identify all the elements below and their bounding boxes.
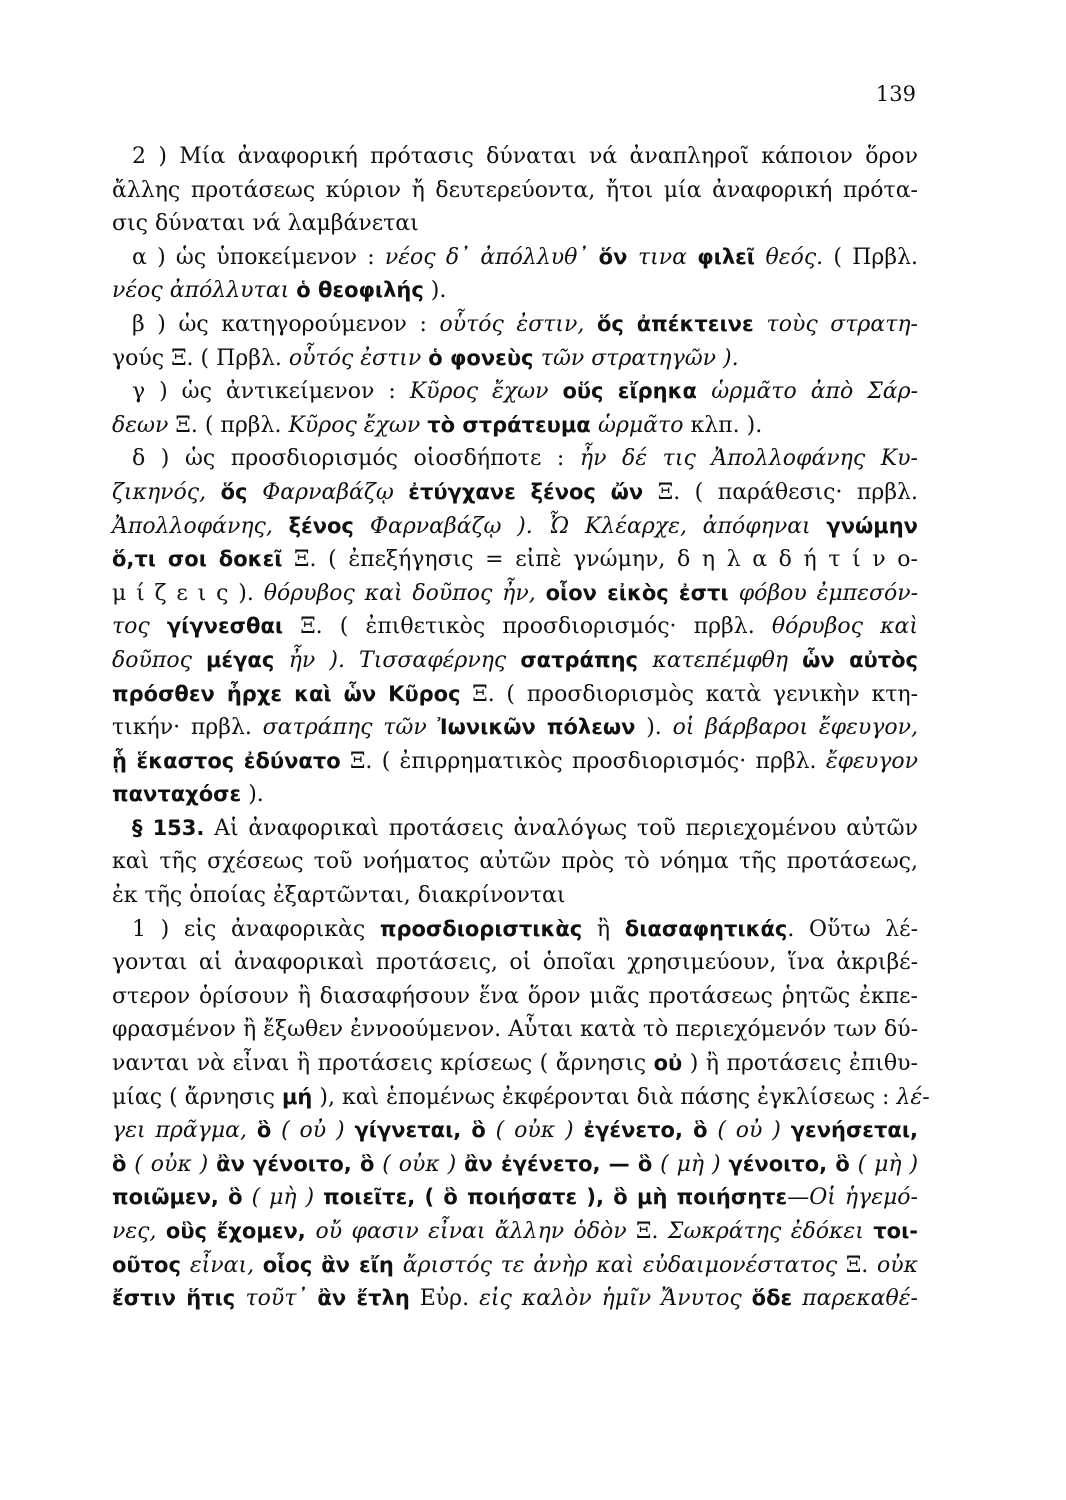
text-run: δ ) ὡς προσδιορισμός οἱοσδήποτε :	[132, 446, 580, 472]
text-line	[112, 610, 918, 644]
italic-text: Σωκράτης ἐδόκει	[667, 1219, 874, 1244]
text-run: τικήν· πρβλ.	[112, 715, 263, 741]
text-run: 2 ) Μία ἀναφορική πρότασις δύναται νά ἀναπληροῖ κάποιον ὅρον	[132, 144, 918, 169]
text-run: Ξ. ( προσδιορισμὸς κατὰ γενικὴν κτη-	[460, 681, 919, 707]
bold-text: ὅδε	[751, 1286, 793, 1311]
italic-text: Φαρναβάζῳ	[262, 479, 409, 505]
italic-text: εἶναι,	[189, 1252, 263, 1278]
text-run: ), καὶ ἑπομένως ἐκφέρονται διὰ πάσης ἐγκλίσεως :	[312, 1084, 897, 1110]
bold-text: ἂν γένοιτο, ὃ	[216, 1151, 375, 1176]
text-line	[112, 1081, 930, 1115]
italic-text: τοῦτ᾽	[245, 1286, 318, 1312]
italic-text: Κῦρος ἔχων	[288, 412, 428, 438]
text-line	[112, 543, 918, 577]
text-run: μ ί ζ ε ι ς ).	[112, 580, 264, 606]
italic-text: οὔ φασιν εἶναι ἄλλην ὁδὸν	[315, 1219, 627, 1244]
bold-text: οῦτος	[112, 1252, 190, 1277]
text-line	[112, 174, 918, 208]
text-line	[112, 510, 918, 544]
bold-text: γίγνεσθαι	[166, 614, 284, 639]
bold-text: πανταχόσε	[112, 782, 242, 807]
text-line	[112, 745, 918, 779]
italic-text: νέος δ᾽ ἀπόλλυθ᾽	[384, 244, 599, 270]
italic-text: οὗτός ἐστιν,	[439, 311, 597, 337]
bold-text: ποιῶμεν, ὃ	[112, 1185, 243, 1210]
text-line	[112, 812, 918, 846]
text-run: καὶ τῆς σχέσεως τοῦ νοήματος αὐτῶν πρὸς τὸ νόημα τῆς προτάσεως,	[112, 849, 918, 875]
italic-text: γει πρᾶγμα,	[112, 1118, 257, 1144]
text-line	[112, 1148, 918, 1182]
italic-text: Ἀπολλοφάνης,	[112, 513, 289, 539]
text-run: ) ἢ προτάσεις ἐπιθυ-	[682, 1051, 918, 1077]
bold-text: προσδιοριστικὰς	[379, 916, 583, 941]
italic-text: —Οἱ ἡγεμό-	[787, 1185, 918, 1211]
text-run: Αἱ ἀναφορικαὶ προτάσεις ἀναλόγως τοῦ περιεχομένου αὐτῶν	[204, 815, 918, 841]
italic-text: ( μὴ )	[652, 1151, 729, 1177]
text-line	[112, 678, 918, 712]
italic-text: οἱ βάρβαροι ἔφευγον,	[672, 715, 918, 741]
text-line	[112, 879, 918, 913]
page-number: 139	[875, 82, 916, 106]
bold-text: ὅς	[220, 479, 263, 504]
italic-text: ὡρμᾶτο	[598, 412, 684, 438]
text-line	[112, 207, 918, 241]
bold-text: ὅν	[598, 244, 638, 269]
text-line	[112, 1013, 918, 1047]
text-run: Ξ. ( ἐπιθετικὸς προσδιορισμός· πρβλ.	[283, 614, 772, 640]
bold-text: ὁ φονεὺς	[428, 345, 541, 370]
bold-text: γενήσεται,	[790, 1118, 918, 1143]
bold-text: οὕς εἴρηκα	[562, 379, 712, 404]
bold-text: γνώμην	[826, 513, 918, 538]
italic-text: ( οὐ )	[707, 1118, 791, 1144]
text-run: ἢ	[582, 916, 625, 942]
italic-text: ( μὴ )	[849, 1151, 919, 1177]
text-run: Ξ. ( ἐπεξήγησις = εἰπὲ γνώμην, δ η λ α δ ή τ ί ν ο-	[282, 547, 918, 573]
text-line	[112, 644, 918, 678]
bold-text: φιλεῖ	[697, 244, 766, 269]
italic-text: ἔφευγον	[825, 748, 918, 774]
bold-text: ὅς ἀπέκτεινε	[596, 311, 767, 336]
italic-text: ( μὴ )	[242, 1185, 324, 1211]
text-run: ).	[635, 715, 673, 741]
italic-text: εἰς καλὸν ἡμῖν Ἄνυτος	[479, 1286, 752, 1312]
text-run: Ξ. ( παράθεσις· πρβλ.	[643, 479, 918, 505]
text-line	[112, 1181, 918, 1215]
italic-text: φόβου ἐμπεσόν-	[738, 580, 919, 606]
text-run: γ ) ὡς ἀντικείμενον :	[132, 379, 410, 405]
text-line	[112, 711, 918, 745]
text-line	[112, 140, 918, 174]
text-line	[112, 845, 918, 879]
text-run: ἐκ τῆς ὁποίας ἐξαρτῶνται, διακρίνονται	[112, 883, 566, 909]
bold-text: ἂν ἔτλη	[317, 1286, 410, 1311]
italic-text: ἄριστός τε ἀνὴρ καὶ εὐδαιμονέστατος	[402, 1252, 838, 1278]
bold-text: οὓς ἔχομεν,	[165, 1219, 316, 1243]
text-run: α ) ὡς ὑποκείμενον :	[132, 244, 385, 270]
italic-text: δοῦπος	[112, 647, 206, 673]
text-run: Ξ.	[626, 1219, 668, 1244]
bold-text: πρόσθεν ἦρχε καὶ ὧν Κῦρος	[112, 681, 461, 706]
italic-text: τοὺς στρατη-	[766, 311, 918, 337]
bold-text: ἔστιν ἥτις	[112, 1286, 246, 1311]
text-line	[112, 946, 918, 980]
text-line	[112, 241, 918, 275]
text-line	[112, 778, 918, 812]
bold-text: γένοιτο, ὃ	[728, 1151, 850, 1176]
text-run: Ξ. ( πρβλ.	[168, 412, 289, 438]
italic-text: τινα	[637, 244, 698, 270]
text-line	[112, 1114, 918, 1148]
text-run: γούς Ξ. ( Πρβλ.	[112, 345, 289, 371]
text-run: νανται νὰ εἶναι ἢ προτάσεις κρίσεως ( ἄρνησις	[112, 1051, 654, 1077]
italic-text: κατεπέμφθη	[652, 647, 803, 673]
italic-text: νες,	[112, 1219, 166, 1244]
bold-text: ξένος	[288, 513, 370, 538]
text-line	[112, 342, 918, 376]
text-run: κλπ. ).	[683, 412, 763, 438]
text-run: β ) ὡς κατηγορούμενον :	[132, 311, 440, 337]
text-line	[112, 980, 918, 1014]
italic-text: ζικηνός,	[112, 479, 221, 505]
italic-text: Φαρναβάζῳ ). Ὦ Κλέαρχε, ἀπόφηναι	[369, 513, 827, 539]
text-line	[112, 577, 918, 611]
text-line	[112, 1282, 918, 1316]
text-run: ).	[241, 782, 264, 808]
bold-text: ἐτύγχανε ξένος ὤν	[408, 479, 644, 504]
text-run: 1 ) εἰς ἀναφορικὰς	[132, 916, 380, 942]
italic-text: ( οὐκ )	[126, 1151, 217, 1177]
text-line	[112, 409, 918, 443]
text-run: ( Πρβλ.	[823, 244, 919, 270]
text-run: ).	[423, 278, 447, 304]
italic-text: θεός.	[765, 244, 824, 270]
bold-text: σατράπης	[520, 647, 653, 672]
text-run: Ξ.	[837, 1252, 877, 1278]
italic-text: ( οὐκ )	[374, 1151, 465, 1177]
text-line	[112, 913, 918, 947]
page-text	[112, 140, 930, 1316]
italic-text: ὡρμᾶτο ἀπὸ Σάρ-	[711, 379, 918, 405]
bold-text: ὅ,τι σοι δοκεῖ	[112, 547, 283, 572]
text-line	[112, 476, 918, 510]
italic-text: τῶν στρατηγῶν ).	[540, 345, 739, 371]
text-run: Ξ. ( ἐπιρρηματικὸς προσδιορισμός· πρβλ.	[340, 748, 826, 774]
text-line	[112, 274, 918, 308]
text-run: στερον ὁρίσουν ἢ διασαφήσουν ἕνα ὅρον μιᾶς προτάσεως ῥητῶς ἐκπε-	[112, 983, 918, 1009]
bold-text: ὃ	[112, 1151, 127, 1176]
text-line	[112, 1215, 918, 1249]
bold-text: Ἰωνικῶν πόλεων	[437, 715, 636, 740]
italic-text: λέ-	[896, 1084, 930, 1110]
text-line	[112, 442, 918, 476]
bold-text: ᾗ ἕκαστος ἐδύνατο	[112, 748, 341, 773]
bold-text: ὁ θεοφιλής	[296, 278, 424, 303]
italic-text: ἦν ). Τισσαφέρνης	[288, 647, 521, 673]
bold-text: ἐγένετο, ὃ	[583, 1118, 708, 1143]
text-run: γονται αἱ ἀναφορικαὶ προτάσεις, οἱ ὁποῖαι χρησιμεύουν, ἵνα ἀκριβέ-	[112, 950, 918, 976]
bold-text: οὐ	[653, 1051, 683, 1076]
bold-text: μέγας	[205, 647, 289, 672]
italic-text: ( οὐ )	[271, 1118, 355, 1144]
italic-text: ἦν δέ τις Ἀπολλοφάνης Κυ-	[579, 446, 918, 472]
italic-text: παρεκαθέ-	[792, 1286, 918, 1312]
bold-text: § 153.	[132, 815, 205, 840]
italic-text: θόρυβος καὶ	[771, 614, 918, 640]
italic-text: θόρυβος καὶ δοῦπος ἦν,	[263, 580, 546, 606]
bold-text: τοι-	[873, 1219, 918, 1243]
bold-text: ἂν ἐγένετο, — ὃ	[464, 1151, 653, 1176]
text-run: σις δύναται νά λαμβάνεται	[112, 211, 419, 237]
text-run: φρασμένον ἢ ἔξωθεν ἐννοούμενον. Αὗται κατὰ τὸ περιεχόμενόν των δύ-	[112, 1017, 918, 1043]
italic-text: οὐκ	[876, 1252, 918, 1278]
text-line	[112, 375, 918, 409]
italic-text: νέος ἀπόλλυται	[112, 278, 297, 304]
text-run: Εὐρ.	[409, 1286, 480, 1312]
bold-text: ποιεῖτε, ( ὃ ποιήσατε ), ὃ μὴ ποιήσητε	[323, 1185, 788, 1210]
italic-text: ( οὐκ )	[485, 1118, 584, 1144]
italic-text: οὗτός ἐστιν	[288, 345, 429, 371]
italic-text: δεων	[112, 412, 169, 438]
text-line	[112, 1249, 918, 1283]
bold-text: μή	[281, 1084, 313, 1109]
text-line	[112, 308, 918, 342]
italic-text: σατράπης τῶν	[262, 715, 438, 741]
bold-text: διασαφητικάς	[624, 916, 788, 941]
bold-text: τὸ στράτευμα	[427, 412, 599, 437]
text-run: . Οὕτω λέ-	[787, 916, 919, 942]
text-run: μίας ( ἄρνησις	[112, 1084, 282, 1110]
italic-text: τος	[112, 614, 167, 640]
bold-text: ὧν αὐτὸς	[802, 647, 918, 672]
bold-text: γίγνεται, ὃ	[354, 1118, 486, 1143]
bold-text: ὃ	[256, 1118, 272, 1143]
bold-text: οἷον εἰκὸς ἐστι	[545, 580, 739, 605]
bold-text: οἷος ἂν εἴη	[262, 1252, 403, 1277]
text-line	[112, 1047, 918, 1081]
text-run: ἄλλης προτάσεως κύριον ἤ δευτερεύοντα, ἤτοι μία ἀναφορική πρότα-	[112, 177, 918, 203]
italic-text: Κῦρος ἔχων	[409, 379, 563, 405]
